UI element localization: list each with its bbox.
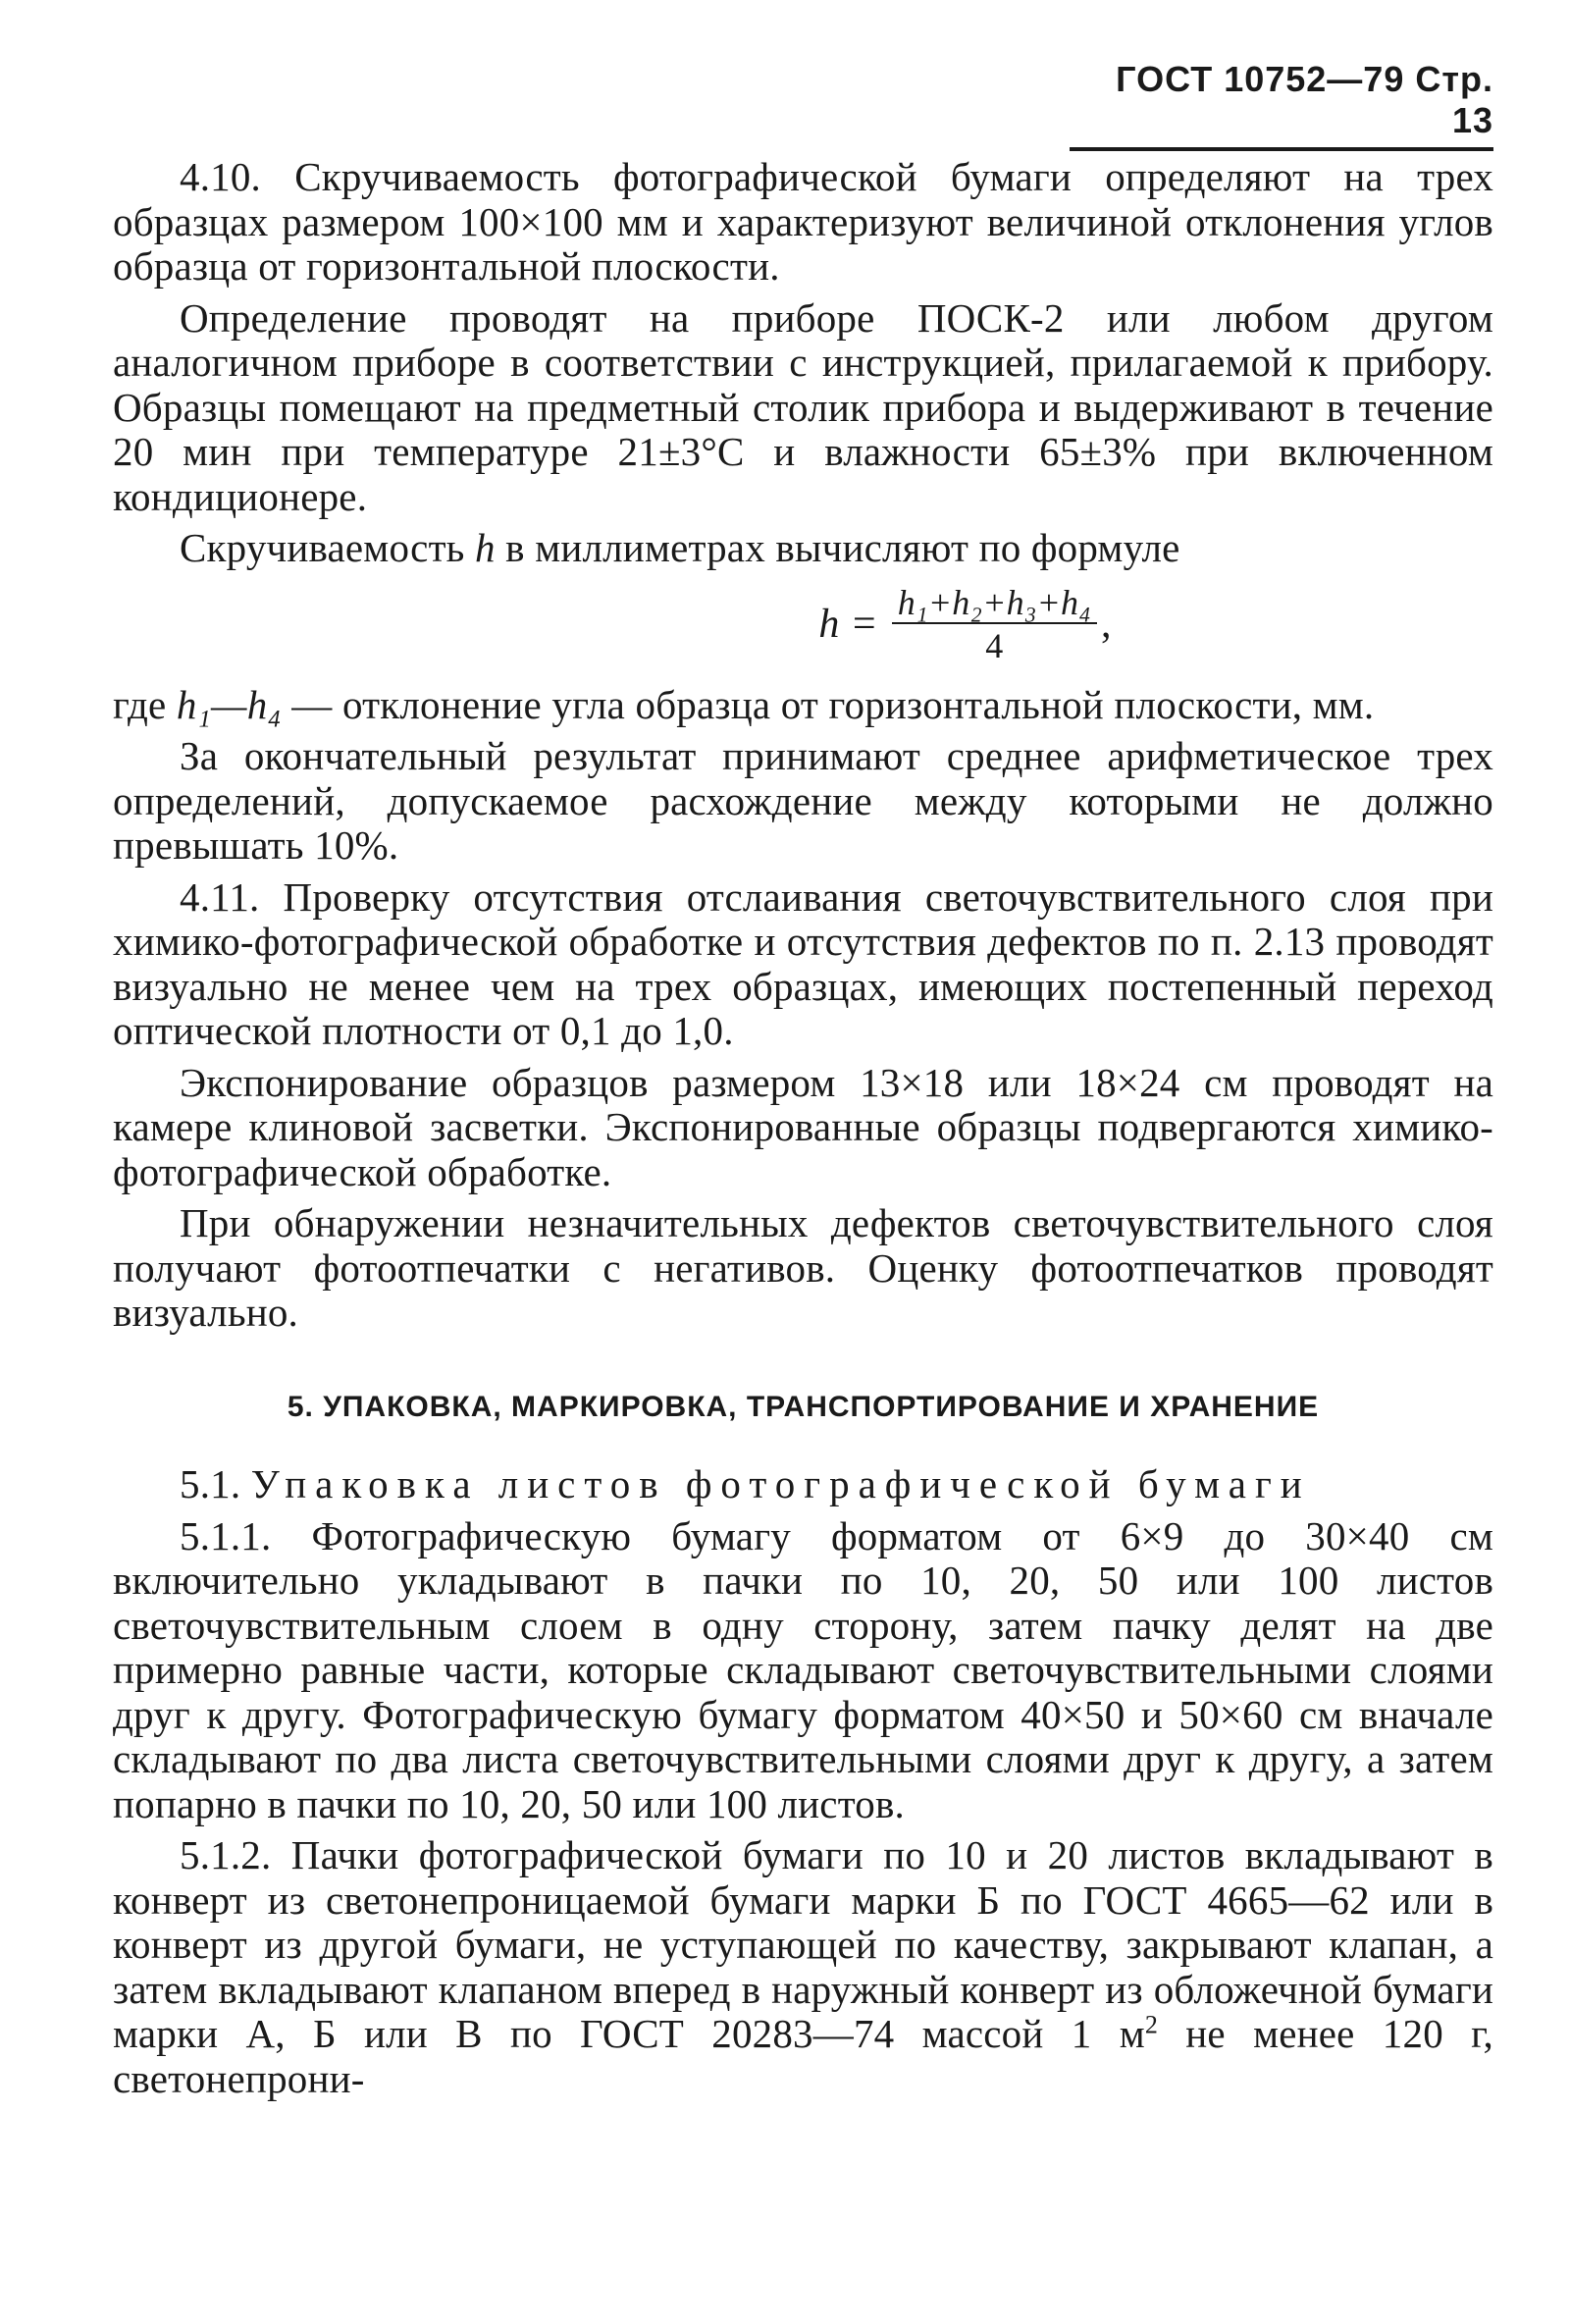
text-run: Скручиваемость [180, 525, 476, 570]
paragraph-defects: При обнаружении незначительных дефектов светочувствительного слоя получают фотоотпечатки с негативов. Оценку фотоотпечатков проводят визуально. [113, 1200, 1493, 1335]
page-number: Стр. 13 [1415, 59, 1493, 140]
paragraph-5-1-1: 5.1.1. Фотографическую бумагу форматом от 6×9 до 30×40 см включительно укладывают в пачки по 10, 20, 50 или 100 листов светочувствительным слоем в одну сторону, затем пачку делят на две примерно равные части, которые складывают светочувствительными слоями друг к другу. Фотографическую бумагу форматом 40×50 и 50×60 см вначале складывают по два листа светочувствительными слоями друг к другу, а затем попарно в пачки по 10, 20, 50 или 100 листов. [113, 1512, 1493, 1826]
paragraph-text: Скручиваемость фотографической бумаги определяют на трех образцах размером 100×100 мм и характеризуют величиной отклонения углов образца от горизонтальной плоскости. [113, 154, 1493, 289]
formula-comma: , [1100, 601, 1112, 647]
text-run: где [113, 681, 177, 727]
curl-formula [818, 583, 1111, 667]
doc-code: ГОСТ 10752—79 [1116, 59, 1405, 99]
subsection-title: Упаковка листов фотографической бумаги [250, 1461, 1311, 1506]
formula-fraction [892, 583, 1097, 667]
formula-block [113, 583, 1493, 667]
text-run: не менее 120 г, светонепрони- [113, 2011, 1493, 2101]
text-run: 5.1.2. Пачки фотографической бумаги по 10 и 20 листов вкладывают в конверт из светонепроницаемой бумаги марки Б по ГОСТ 4665—62 или в конверт из другой бумаги, не уступающей по качеству, закрывают клапан, а затем вкладывают клапаном вперед в наружный конверт из обложечной бумаги марки А, Б или В по ГОСТ 20283—74 массой 1 м [113, 1832, 1493, 2056]
paragraph-formula-intro [113, 526, 1493, 571]
paragraph-4-11: 4.11. Проверку отсутствия отслаивания светочувствительного слоя при химико-фотографической обработке и отсутствия дефектов по п. 2.13 проводят визуально не менее чем на трех образцах, имеющих постепенный переход оптической плотности от 0,1 до 1,0. [113, 873, 1493, 1053]
paragraph-exposure: Экспонирование образцов размером 13×18 или 18×24 см проводят на камере клиновой засветки. Экспонированные образцы подвергаются химико-фотографической обработке. [113, 1059, 1493, 1194]
formula-denominator: 4 [985, 625, 1004, 665]
paragraph-5-1-2 [113, 1833, 1493, 2101]
superscript: 2 [1144, 2010, 1159, 2039]
paragraph-5-1 [113, 1462, 1493, 1507]
formula-numerator: h₁+h₂+h₃+h₄ [892, 583, 1097, 624]
clause-number: 4.10. [180, 154, 261, 199]
text-run: в миллиметрах вычисляют по формуле [495, 525, 1180, 570]
paragraph-where [113, 683, 1493, 728]
paragraph-result: За окончательный результат принимают среднее арифметическое трех определений, допускаемое расхождение между которыми не должно превышать 10%. [113, 733, 1493, 868]
paragraph-4-10 [113, 155, 1493, 290]
variables-h1-h4: h₁—h₄ [176, 681, 282, 727]
page-header [1070, 59, 1493, 151]
text-run: — отклонение угла образца от горизонтальной плоскости, мм. [281, 681, 1375, 727]
paragraph-device: Определение проводят на приборе ПОСК-2 или любом другом аналогичном приборе в соответствии с инструкцией, прилагаемой к прибору. Образцы помещают на предметный столик прибора и выдерживают в течение 20 мин при температуре 21±3°С и влажности 65±3% при включенном кондиционере. [113, 294, 1493, 519]
section-5-title: 5. УПАКОВКА, МАРКИРОВКА, ТРАНСПОРТИРОВАНИЕ И ХРАНЕНИЕ [287, 1390, 1320, 1423]
body-text [113, 155, 1493, 2101]
variable-h: h [475, 525, 496, 570]
formula-lhs: h = [818, 601, 878, 647]
clause-number: 5.1. [180, 1461, 241, 1506]
